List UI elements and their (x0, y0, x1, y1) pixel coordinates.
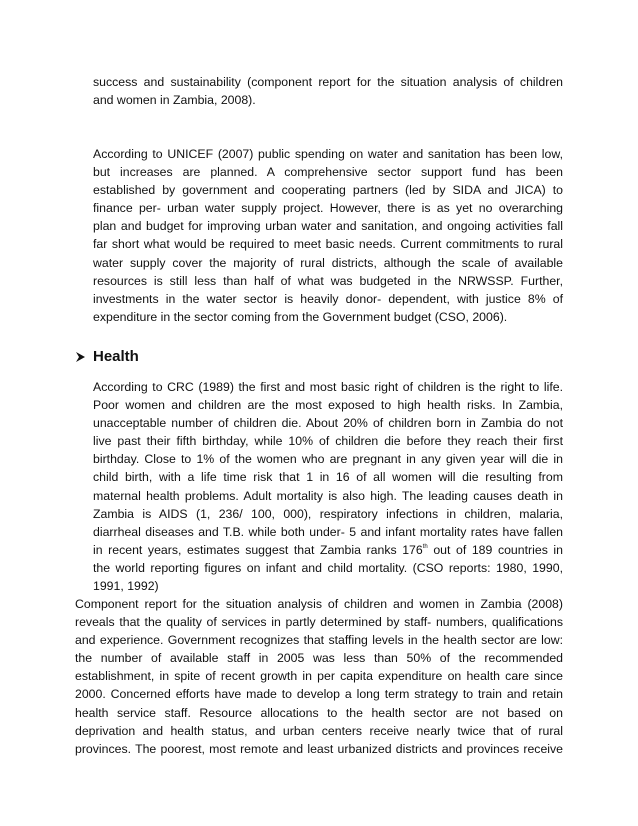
text-line: plan and budget for improving urban water and sanitation, and ongoing activities fall (93, 219, 563, 234)
text-line: and women in Zambia, 2008). (93, 93, 256, 108)
text-line: water supply cover the majority of rural districts, although the scale of available (93, 255, 563, 270)
text-line: investments in the water sector is heavily donor- dependent, with justice 8% of (93, 291, 563, 306)
text-line: Zambia is AIDS (1, 236/ 100, 000), respiratory infections in children, malaria, (93, 506, 563, 521)
text-line: According to UNICEF (2007) public spending on water and sanitation has been low, (93, 147, 563, 161)
text-line: finance per- urban water supply project. However, there is as yet no overarching (93, 201, 563, 216)
heading-text: Health (93, 348, 139, 365)
text-line: Component report for the situation analysis of children and women in Zambia (2008) (75, 597, 563, 611)
text-line: deprivation and health status, and urban centers receive nearly twice that of rural (75, 723, 563, 738)
text-line: health service staff. Resource allocations to the health sector are not based on (75, 705, 563, 720)
paragraph-health-crc (93, 378, 563, 595)
text-line: maternal health problems. Adult mortality is also high. The leading causes death in (93, 488, 563, 503)
text-line-ranking (93, 541, 563, 559)
text-line: 2000. Concerned efforts have made to develop a long term strategy to train and retain (75, 687, 563, 702)
text-line: the world reporting figures on infant and child mortality. (CSO reports: 1980, 1990, (93, 560, 563, 575)
text-line: the number of available staff in 2005 was less than 50% of the recommended (75, 651, 563, 666)
text-line: live past their fifth birthday, while 10% of children die before they reach their first (93, 434, 563, 449)
arrow-bullet-icon (75, 351, 86, 363)
ordinal-superscript: th (422, 543, 428, 550)
text-line: success and sustainability (component report for the situation analysis of children (93, 75, 563, 89)
text-line: established by government and cooperating partners (led by SIDA and JICA) to (93, 183, 563, 198)
text-line: 1991, 1992) (93, 579, 159, 594)
section-heading-health (75, 347, 139, 367)
text-line: far short what would be required to meet basic needs. Current commitments to rural (93, 237, 563, 252)
text-line: provinces. The poorest, most remote and least urbanized districts and provinces receive (75, 741, 563, 756)
text-line: establishment, in spite of recent growth in per capita expenditure on health care since (75, 669, 563, 684)
text-line: birthday. Close to 1% of the women who are pregnant in any given year will die in (93, 452, 563, 467)
text-line: resources is still less than half of what was budgeted in the NRWSSP. Further, (93, 273, 563, 288)
text-line: unacceptable number of children die. About 20% of children born in Zambia do not (93, 416, 563, 431)
text-line: reveals that the quality of services in partly determined by staff- numbers, qualifications (75, 615, 563, 630)
ranking-text-before: in recent years, estimates suggest that Zambia ranks 176 (93, 542, 423, 557)
paragraph-water-intro (93, 73, 563, 109)
text-line: diarrheal diseases and T.B. while both under- 5 and infant mortality rates have fallen (93, 524, 563, 539)
text-line: Poor women and children are the most exposed to high health risks. In Zambia, (93, 398, 563, 413)
text-line: According to CRC (1989) the first and most basic right of children is the right to life. (93, 380, 563, 394)
paragraph-component-report (75, 595, 563, 758)
text-line: and experience. Government recognizes that staffing levels in the health sector are low: (75, 633, 563, 648)
text-line: child birth, with a life time risk that 1 in 16 of all women will die resulting from (93, 470, 563, 485)
paragraph-unicef-water (93, 145, 563, 326)
ranking-text-after: out of 189 countries in (427, 542, 563, 557)
text-line: but increases are planned. A comprehensive sector support fund has been (93, 165, 563, 180)
text-line: expenditure in the sector coming from the Government budget (CSO, 2006). (93, 309, 508, 324)
